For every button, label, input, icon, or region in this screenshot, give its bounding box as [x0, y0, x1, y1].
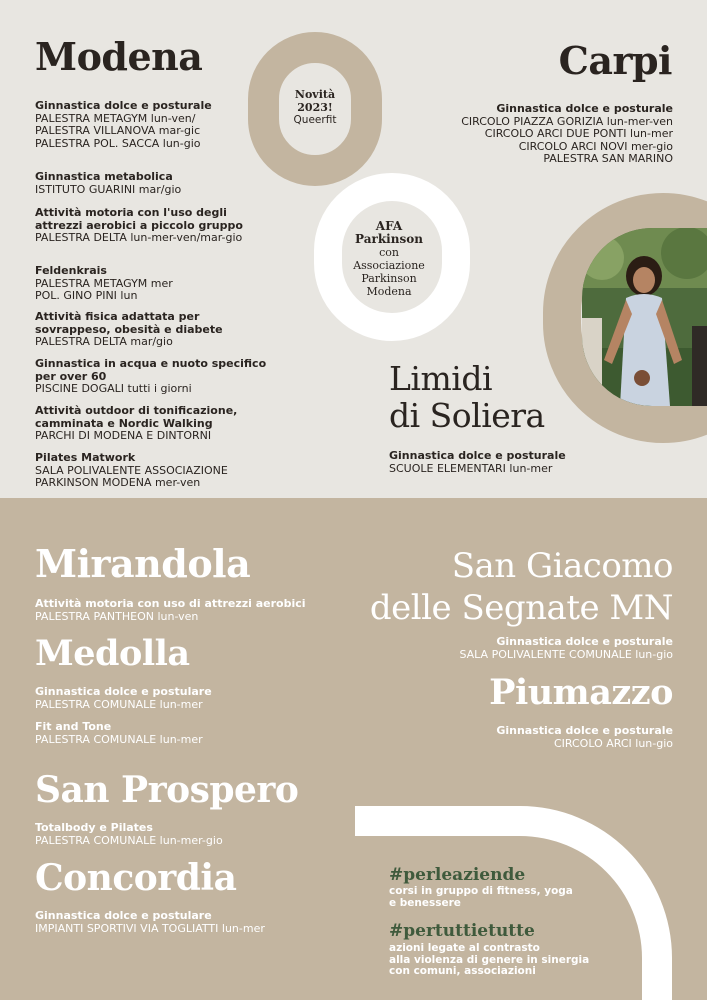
- course-location: ISTITUTO GUARINI mar/gio: [35, 182, 182, 196]
- course-location: PALESTRA DELTA mar/gio: [35, 335, 173, 348]
- course-location: SALA POLIVALENTE COMUNALE lun-gio: [459, 647, 673, 661]
- course-location: PALESTRA METAGYM lun-ven/: [35, 111, 196, 125]
- sanprospero-title: San Prospero: [35, 769, 299, 811]
- hashtag-tutte: #pertuttietutte: [389, 921, 535, 941]
- sangiacomo-title-line2: delle Segnate MN: [369, 588, 673, 628]
- aziende-description: [389, 886, 629, 909]
- piumazzo-block: [430, 725, 673, 750]
- course-location: PARCHI DI MODENA E DINTORNI: [35, 429, 212, 442]
- course-title: Ginnastica dolce e posturale: [389, 449, 566, 462]
- course-location: CIRCOLO ARCI NOVI mer-gio: [518, 139, 673, 153]
- course-location: CIRCOLO ARCI DUE PONTI lun-mer: [484, 127, 673, 140]
- concordia-title: Concordia: [35, 857, 237, 899]
- course-title: Ginnastica dolce e posturale: [35, 99, 212, 112]
- course-title: Attività outdoor di tonificazione, camminata e Nordic Walking: [35, 404, 238, 430]
- concordia-block: [35, 910, 335, 935]
- course-location: CIRCOLO PIAZZA GORIZIA lun-mer-ven: [461, 114, 673, 128]
- piumazzo-title: Piumazzo: [489, 672, 673, 713]
- aziende-line: e benessere: [389, 896, 461, 909]
- course-title: Ginnastica dolce e posturale: [496, 635, 673, 648]
- modena-item-3: [35, 265, 275, 303]
- modena-item-7: [35, 452, 280, 490]
- course-location: PALESTRA PANTHEON lun-ven: [35, 609, 199, 623]
- medolla-item-0: [35, 686, 335, 711]
- sangiacomo-title-line1: San Giacomo: [451, 546, 673, 586]
- carpi-title: Carpi: [558, 38, 672, 83]
- limidi-title: [389, 360, 545, 434]
- course-location: PALESTRA DELTA lun-mer-ven/mar-gio: [35, 231, 243, 244]
- afa-line: con: [379, 246, 399, 259]
- course-location: PALESTRA COMUNALE lun-mer: [35, 697, 203, 711]
- course-location: CIRCOLO ARCI lun-gio: [553, 736, 673, 750]
- mirandola-title: Mirandola: [35, 541, 251, 586]
- aziende-line: corsi in gruppo di fitness, yoga: [389, 885, 573, 897]
- novita-name: Queerfit: [293, 114, 337, 126]
- tutte-line: azioni legate al contrasto: [389, 942, 540, 954]
- modena-item-1: [35, 171, 275, 196]
- tutte-line: con comuni, associazioni: [389, 965, 536, 977]
- course-title: Ginnastica dolce e posturale: [496, 102, 673, 115]
- limidi-block: [389, 450, 629, 475]
- modena-item-4: [35, 311, 265, 349]
- course-location: SCUOLE ELEMENTARI lun-mer: [389, 461, 553, 475]
- course-title: Totalbody e Pilates: [35, 821, 153, 834]
- course-title: Ginnastica in acqua e nuoto specifico per over 60: [35, 357, 267, 383]
- course-title: Pilates Matwork: [35, 451, 136, 464]
- course-location: SALA POLIVALENTE ASSOCIAZIONE: [35, 463, 228, 477]
- course-location: PALESTRA POL. SACCA lun-gio: [35, 136, 201, 150]
- modena-item-5: [35, 358, 280, 396]
- novita-year: 2023!: [297, 101, 333, 114]
- course-location: PISCINE DOGALI tutti i giorni: [35, 382, 192, 395]
- afa-badge: [344, 220, 434, 298]
- course-location: PALESTRA VILLANOVA mar-gic: [35, 124, 201, 137]
- medolla-item-1: [35, 721, 335, 746]
- course-location: PALESTRA COMUNALE lun-mer: [35, 732, 203, 746]
- course-title: Ginnastica dolce e postulare: [35, 909, 212, 922]
- afa-line: Modena: [366, 285, 412, 298]
- sangiacomo-title: [360, 545, 673, 629]
- afa-line: Associazione: [353, 259, 425, 272]
- people-photo: [582, 228, 707, 406]
- sanprospero-block: [35, 822, 335, 847]
- course-location: PALESTRA METAGYM mer: [35, 276, 173, 290]
- tutte-description: [389, 943, 629, 978]
- modena-item-6: [35, 405, 280, 443]
- course-location: PALESTRA SAN MARINO: [543, 152, 673, 165]
- novita-badge: [280, 88, 350, 168]
- course-location: PARKINSON MODENA mer-ven: [35, 476, 201, 489]
- modena-item-0: [35, 100, 275, 150]
- course-location: POL. GINO PINI lun: [35, 289, 138, 302]
- course-title: Ginnastica metabolica: [35, 170, 173, 183]
- sangiacomo-block: [380, 636, 673, 661]
- course-title: Ginnastica dolce e posturale: [496, 724, 673, 737]
- afa-title: AFA: [375, 219, 403, 233]
- course-location: IMPIANTI SPORTIVI VIA TOGLIATTI lun-mer: [35, 921, 265, 935]
- modena-item-2: [35, 207, 265, 245]
- course-title: Fit and Tone: [35, 720, 112, 733]
- afa-line: Parkinson: [361, 272, 417, 285]
- course-title: Feldenkrais: [35, 264, 107, 277]
- tutte-line: alla violenza di genere in sinergia: [389, 953, 590, 966]
- limidi-title-line1: Limidi: [389, 359, 492, 398]
- hashtag-aziende: #perleaziende: [389, 865, 526, 885]
- carpi-block: [400, 103, 673, 166]
- novita-label: Novità: [294, 88, 336, 101]
- medolla-title: Medolla: [35, 633, 190, 674]
- course-title: Attività motoria con l'uso degli attrezzi aerobici a piccolo gruppo: [35, 206, 243, 232]
- afa-subtitle: Parkinson: [355, 232, 423, 246]
- modena-title: Modena: [35, 34, 203, 79]
- course-title: Attività fisica adattata per sovrappeso, obesità e diabete: [35, 310, 223, 336]
- course-title: Attività motoria con uso di attrezzi aerobici: [35, 597, 306, 610]
- mirandola-block: [35, 598, 335, 623]
- course-title: Ginnastica dolce e postulare: [35, 685, 212, 698]
- limidi-title-line2: di Soliera: [389, 396, 545, 435]
- course-location: PALESTRA COMUNALE lun-mer-gio: [35, 833, 223, 847]
